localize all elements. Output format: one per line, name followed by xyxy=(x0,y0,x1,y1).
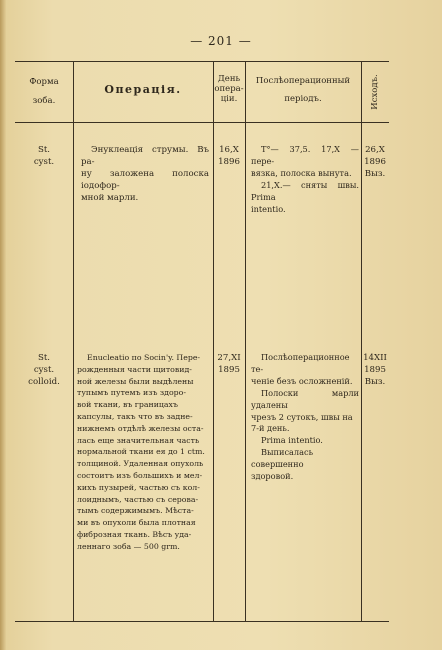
row-2-operation-line: толщиной. Удаленная опухоль xyxy=(77,459,204,469)
row-2-postop-line: Выписалась совершенно xyxy=(251,447,314,470)
header-day-line-2: опера- xyxy=(214,84,244,94)
row-2-operation-line: ной железы были выдѣлены xyxy=(77,376,194,386)
row-2-form-line: colloid. xyxy=(28,377,60,387)
header-divider xyxy=(15,122,389,123)
page-binding-edge xyxy=(0,0,6,650)
row-2-operation xyxy=(77,352,211,553)
row-2-operation-line: тупымъ путемъ изъ здоро- xyxy=(77,388,186,398)
row-1-form xyxy=(15,144,73,168)
row-2-outcome-line: Выз. xyxy=(364,377,386,387)
row-1-postop xyxy=(251,144,359,215)
row-1-postop-line: вязка, полоска вынута. xyxy=(251,167,352,178)
row-2-operation-line: нормальной ткани ея до 1 ctm. xyxy=(77,447,205,457)
row-2-postop-line: Полоски марли удалены xyxy=(251,387,359,410)
row-2-day xyxy=(213,352,245,376)
row-2-postop xyxy=(251,352,359,483)
row-2-operation-line: состоитъ изъ большихъ и мел- xyxy=(77,470,203,480)
row-1-day xyxy=(213,144,245,168)
row-2-outcome xyxy=(361,352,389,388)
row-2-postop-line: Послѣоперационное те- xyxy=(251,352,350,374)
header-outcome: Исходъ. xyxy=(370,74,380,110)
row-2-postop-line: чрезъ 2 сутокъ, швы на xyxy=(251,411,353,422)
page-number: — 201 — xyxy=(190,34,252,48)
row-1-form-line: cyst. xyxy=(33,157,55,167)
row-1-form-line: St. xyxy=(37,145,51,155)
row-2-form-line: St. xyxy=(37,353,51,363)
row-2-operation-line: лась еще значительная часть xyxy=(77,435,200,445)
header-form xyxy=(15,77,73,106)
row-1-postop-line: 21,X.— сняты швы. Prima xyxy=(251,179,359,202)
row-1-operation-line: Энуклеація струмы. Въ ра- xyxy=(81,145,209,167)
row-2-day-line: 27,XI xyxy=(217,353,241,363)
row-2-postop-line: Prima intentio. xyxy=(261,435,323,446)
header-form-line-1: Форма xyxy=(29,77,59,87)
row-1-outcome xyxy=(361,144,389,180)
row-2-operation-line: кихъ пузырей, частью съ кол- xyxy=(77,482,200,492)
row-1-day-line: 16,X xyxy=(219,145,239,155)
row-2-outcome-line: 14XII xyxy=(363,353,387,363)
row-2-postop-line: 7-й день. xyxy=(251,423,290,434)
row-2-operation-line: лоиднымъ, частью съ серова- xyxy=(77,494,199,504)
row-1-outcome-line: Выз. xyxy=(364,169,386,179)
row-1-operation-line: ну заложена полоска іодофор- xyxy=(81,169,209,191)
row-1-outcome-line: 26,X xyxy=(365,145,385,155)
header-day-line-1: День xyxy=(217,74,241,84)
row-2-form xyxy=(15,352,73,388)
row-2-postop-line: ченіе безъ осложненій. xyxy=(251,375,353,386)
row-2-operation-line: вой ткани, въ границахъ xyxy=(77,400,178,410)
row-2-operation-line: нижнемъ отдѣлѣ железы оста- xyxy=(77,423,204,433)
header-form-line-2: зоба. xyxy=(32,96,56,106)
column-divider-day xyxy=(245,62,246,621)
row-2-day-line: 1895 xyxy=(218,365,240,375)
header-day xyxy=(213,74,245,104)
row-2-form-line: cyst. xyxy=(33,365,55,375)
row-1-postop-line: intentio. xyxy=(251,203,286,214)
row-2-operation-line: рожденныя части щитовид- xyxy=(77,364,192,374)
row-2-operation-line: ми въ опухоли была плотная xyxy=(77,518,196,528)
header-postop xyxy=(245,76,361,104)
row-2-operation-line: Enucleatio по Socin'y. Пере- xyxy=(87,353,201,362)
row-1-outcome-line: 1896 xyxy=(364,157,386,167)
header-postop-line-2: періодъ. xyxy=(284,94,322,104)
row-1-postop-line: T°— 37,5. 17,X — пере- xyxy=(251,144,359,166)
header-day-line-3: ціи. xyxy=(220,94,238,104)
row-1-day-line: 1896 xyxy=(218,157,240,167)
row-2-operation-line: леннаго зоба — 500 grm. xyxy=(77,541,180,551)
column-divider-form xyxy=(73,62,74,621)
row-1-operation xyxy=(81,144,209,204)
row-2-postop-line: здоровой. xyxy=(251,471,294,482)
surgery-table xyxy=(15,61,389,622)
row-2-operation-line: тымъ содержимымъ. Мѣстa- xyxy=(77,506,194,516)
row-2-outcome-line: 1895 xyxy=(364,365,386,375)
header-postop-line-1: Послѣоперационный xyxy=(255,76,351,86)
row-1-operation-line: мной марли. xyxy=(81,193,139,203)
row-2-operation-line: фиброзная ткань. Вѣсъ уда- xyxy=(77,529,192,539)
row-2-operation-line: капсулы, такъ что въ заднe- xyxy=(77,411,193,421)
header-operation: Операція. xyxy=(104,83,182,96)
